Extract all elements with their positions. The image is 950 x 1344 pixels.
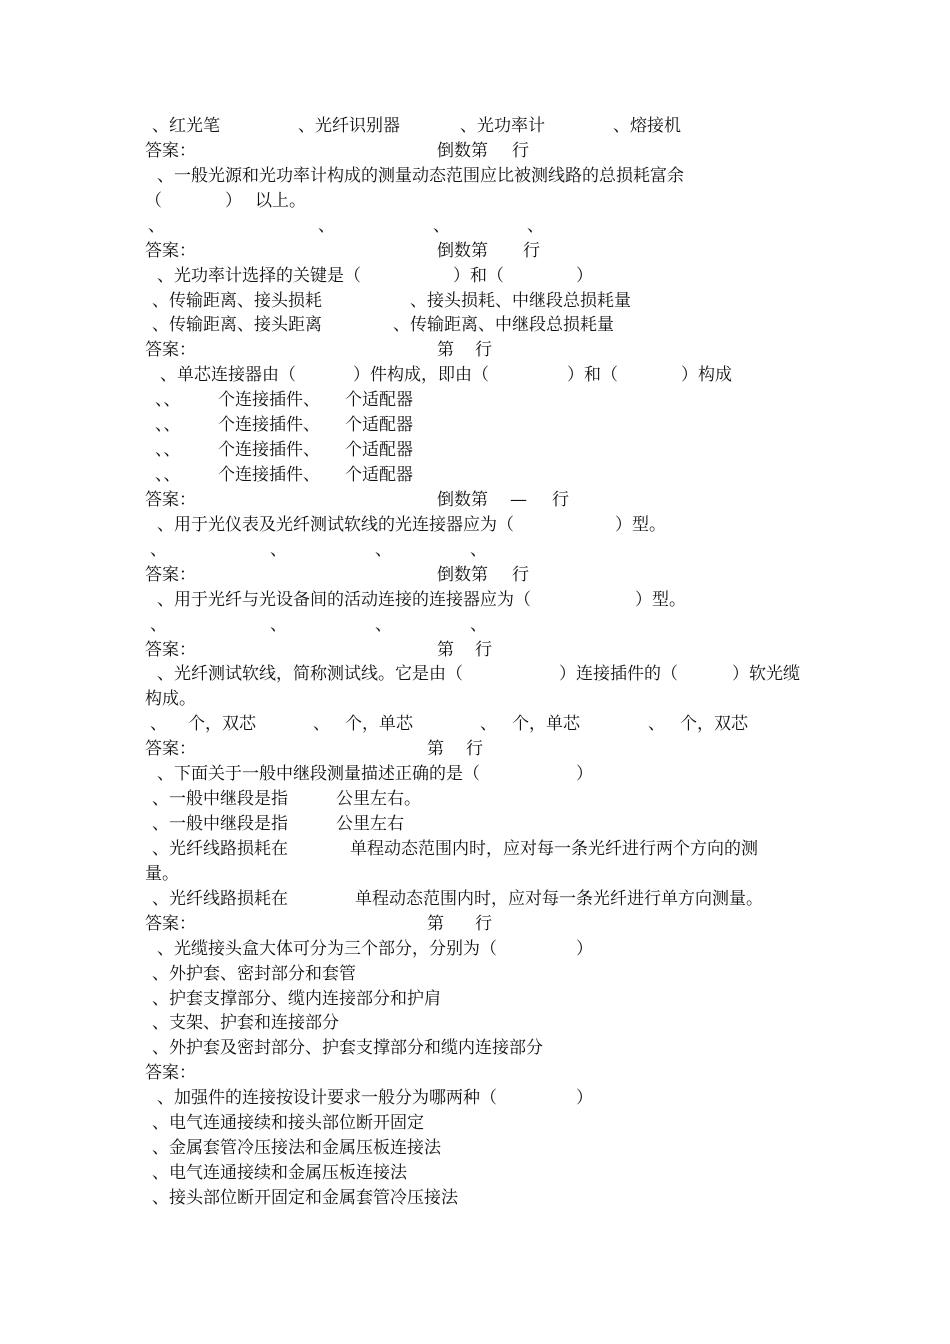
text-segment: 、光缆接头盒大体可分为三个部分，分别为（ [157,939,497,959]
text-segment: ）件构成，即由（ [353,365,489,385]
text-segment: 、用于光纤与光设备间的活动连接的连接器应为（ [157,590,531,610]
text-segment: 、光功率计 [460,116,545,136]
text-segment: 、 [433,216,450,236]
text-segment: 、下面关于一般中继段测量描述正确的是（ [157,764,480,784]
text-segment: 第 [437,340,454,360]
text-segment: 、传输距离、接头损耗 [152,291,322,311]
text-segment: 、红光笔 [152,116,220,136]
text-segment: 、 [150,540,167,560]
text-segment: ） [225,191,242,211]
text-segment: 、光纤线路损耗在 [152,839,288,859]
text-segment: 、外护套及密封部分、护套支撑部分和缆内连接部分 [152,1038,543,1058]
text-segment: ） [576,939,593,959]
text-segment: 行 [523,241,540,261]
text-segment: 答案： [145,565,196,585]
text-segment: 、熔接机 [613,116,681,136]
text-segment: 行 [512,565,529,585]
text-segment: ）和（ [453,266,504,286]
text-segment: 个连接插件、 [218,440,320,460]
text-segment: 、、 [155,415,181,435]
text-segment: 、一般中继段是指 [152,789,288,809]
text-segment: 、用于光仪表及光纤测试软线的光连接器应为（ [157,515,514,535]
text-segment: ）构成 [681,365,732,385]
text-segment: 行 [475,340,492,360]
text-segment: 个连接插件、 [218,465,320,485]
text-segment: 行 [552,490,569,510]
text-segment: 个，双芯 [680,714,748,734]
text-segment: 、加强件的连接按设计要求一般分为哪两种（ [157,1088,497,1108]
text-segment: 个，单芯 [512,714,580,734]
text-segment: 答案： [145,340,196,360]
text-segment: ） [576,1088,593,1108]
text-segment: 、 [375,540,392,560]
text-segment: 、、 [155,465,181,485]
text-segment: 、光纤识别器 [298,116,400,136]
text-segment: 答案： [145,241,196,261]
text-segment: 以上。 [255,191,306,211]
text-segment: 倒数第 [437,141,488,161]
text-segment: 、光纤测试软线，简称测试线。它是由（ [157,664,463,684]
text-segment: 个适配器 [345,415,413,435]
text-segment: 、 [480,714,497,734]
text-segment: 、支架、护套和连接部分 [152,1013,339,1033]
text-segment: 、单芯连接器由（ [160,365,296,385]
text-segment: 、护套支撑部分、缆内连接部分和护肩 [152,989,441,1009]
text-segment: 、光纤线路损耗在 [152,889,288,909]
text-segment: 、 [470,615,487,635]
text-segment: 、 [270,540,287,560]
text-segment: ）连接插件的（ [559,664,678,684]
text-segment: 答案： [145,739,196,759]
text-segment: 、 [648,714,665,734]
text-segment: 、电气连通接续和接头部位断开固定 [152,1113,424,1133]
text-segment: 个，双芯 [188,714,256,734]
text-segment: 、、 [155,440,181,460]
text-segment: 、接头损耗、中继段总损耗量 [410,291,631,311]
text-segment: ） [576,764,593,784]
text-segment: 答案： [145,1063,196,1083]
text-segment: 行 [512,141,529,161]
text-segment: ）和（ [567,365,618,385]
text-segment: 行 [475,914,492,934]
text-segment: 构成。 [145,689,196,709]
text-segment: ）型。 [635,590,686,610]
text-segment: 量。 [145,864,179,884]
text-segment: 、一般光源和光功率计构成的测量动态范围应比被测线路的总损耗富余 [157,166,684,186]
text-segment: 、传输距离、接头距离 [152,315,322,335]
text-segment: 单程动态范围内时，应对每一条光纤进行单方向测量。 [355,889,763,909]
text-segment: 、 [318,216,335,236]
text-segment: 行 [466,739,483,759]
text-segment: 答案： [145,914,196,934]
text-segment: 公里左右 [336,814,404,834]
text-segment: — [510,490,527,510]
text-segment: 、传输距离、中继段总损耗量 [393,315,614,335]
text-segment: 个连接插件、 [218,390,320,410]
text-segment: 个适配器 [345,390,413,410]
text-segment: （ [145,191,162,211]
text-segment: 、 [313,714,330,734]
text-segment: 、 [375,615,392,635]
text-segment: 、一般中继段是指 [152,814,288,834]
text-segment: 倒数第 [437,565,488,585]
text-segment: 公里左右。 [336,789,421,809]
text-segment: 、金属套管冷压接法和金属压板连接法 [152,1138,441,1158]
text-segment: 倒数第 [437,490,488,510]
text-segment: 第 [427,914,444,934]
text-segment: 单程动态范围内时，应对每一条光纤进行两个方向的测 [350,839,758,859]
text-segment: 答案： [145,640,196,660]
text-segment: 、 [150,615,167,635]
text-segment: 、、 [155,390,181,410]
text-segment: 答案： [145,490,196,510]
text-segment: 第 [437,640,454,660]
text-segment: 、光功率计选择的关键是（ [157,266,361,286]
text-segment: 行 [475,640,492,660]
text-segment: ） [576,266,593,286]
text-segment: 、 [270,615,287,635]
text-segment: 、 [148,216,165,236]
text-segment: 第 [427,739,444,759]
text-segment: ）型。 [615,515,666,535]
text-segment: 个连接插件、 [218,415,320,435]
text-segment: 倒数第 [437,241,488,261]
text-segment: 、 [527,216,544,236]
text-segment: 、接头部位断开固定和金属套管冷压接法 [152,1188,458,1208]
text-segment: 、 [150,714,167,734]
text-segment: ）软光缆 [732,664,800,684]
text-segment: 、 [470,540,487,560]
text-segment: 答案： [145,141,196,161]
text-segment: 、电气连通接续和金属压板连接法 [152,1163,407,1183]
text-segment: 个，单芯 [345,714,413,734]
text-segment: 、外护套、密封部分和套管 [152,964,356,984]
text-segment: 个适配器 [345,440,413,460]
text-segment: 个适配器 [345,465,413,485]
